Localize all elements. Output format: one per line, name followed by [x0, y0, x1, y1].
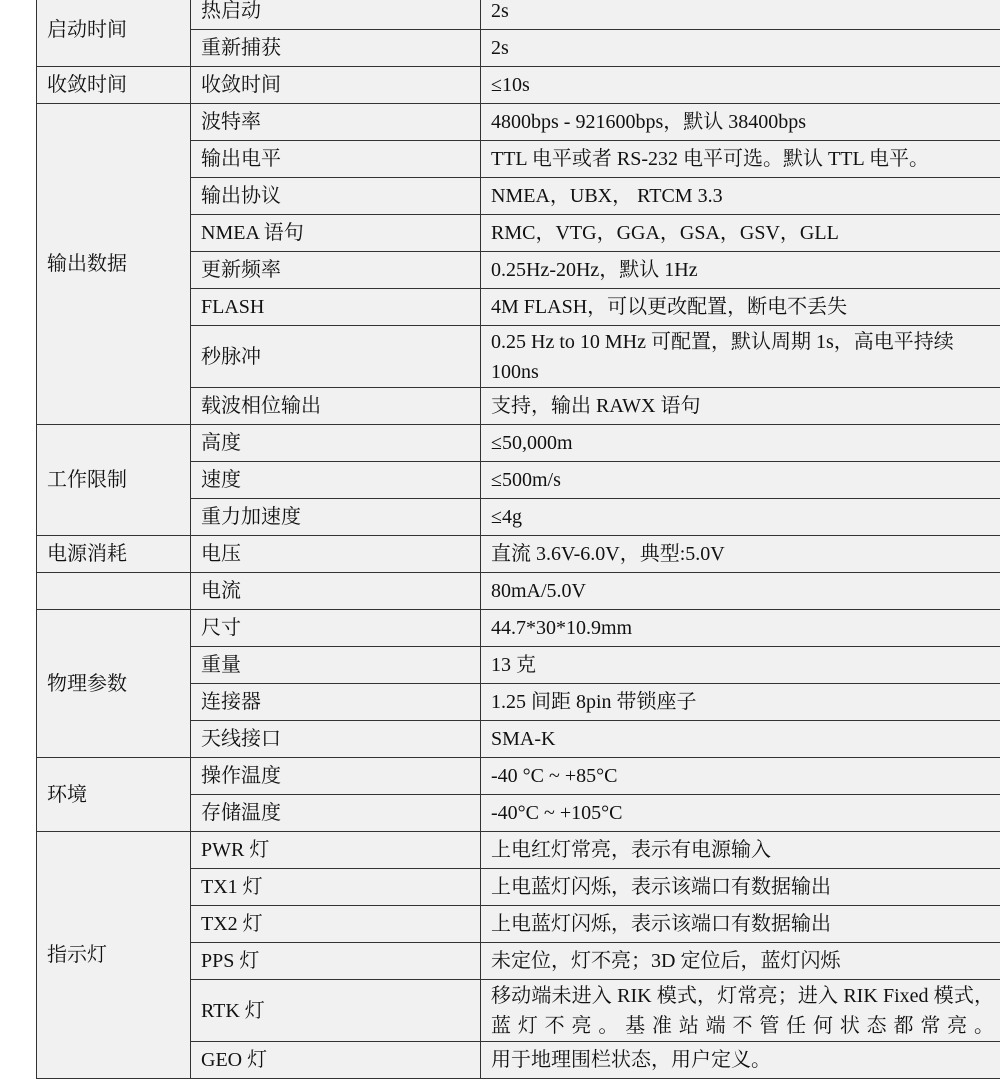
category-cell: 物理参数 — [37, 610, 191, 758]
value-cell: 0.25Hz-20Hz，默认 1Hz — [481, 252, 1000, 289]
parameter-cell: PPS 灯 — [191, 943, 481, 980]
value-cell: ≤50,000m — [481, 425, 1000, 462]
value-cell: 移动端未进入 RIK 模式，灯常亮；进入 RIK Fixed 模式，蓝灯不亮。基准站端不管任何状态都常亮。 — [481, 980, 1000, 1042]
parameter-cell: FLASH — [191, 289, 481, 326]
value-cell: 直流 3.6V-6.0V，典型:5.0V — [481, 536, 1000, 573]
value-cell: 44.7*30*10.9mm — [481, 610, 1000, 647]
parameter-cell: 存储温度 — [191, 795, 481, 832]
value-cell: -40 °C ~ +85°C — [481, 758, 1000, 795]
value-cell: RMC，VTG，GGA，GSA，GSV，GLL — [481, 215, 1000, 252]
parameter-cell: 秒脉冲 — [191, 326, 481, 388]
parameter-cell: PWR 灯 — [191, 832, 481, 869]
category-cell: 指示灯 — [37, 832, 191, 1079]
category-cell: 电源消耗 — [37, 536, 191, 573]
value-cell: SMA-K — [481, 721, 1000, 758]
value-cell: 上电蓝灯闪烁，表示该端口有数据输出 — [481, 869, 1000, 906]
parameter-cell: 操作温度 — [191, 758, 481, 795]
table-row — [37, 536, 1000, 573]
parameter-cell: 尺寸 — [191, 610, 481, 647]
parameter-cell: 输出协议 — [191, 178, 481, 215]
parameter-cell: NMEA 语句 — [191, 215, 481, 252]
value-cell: 未定位，灯不亮；3D 定位后，蓝灯闪烁 — [481, 943, 1000, 980]
parameter-cell: 天线接口 — [191, 721, 481, 758]
parameter-cell: 电流 — [191, 573, 481, 610]
parameter-cell: 高度 — [191, 425, 481, 462]
parameter-cell: TX2 灯 — [191, 906, 481, 943]
category-cell — [37, 573, 191, 610]
table-row — [37, 67, 1000, 104]
table-row — [37, 758, 1000, 795]
value-cell: 上电红灯常亮，表示有电源输入 — [481, 832, 1000, 869]
value-cell: 13 克 — [481, 647, 1000, 684]
table-row — [37, 104, 1000, 141]
parameter-cell: 波特率 — [191, 104, 481, 141]
spec-table — [36, 0, 1000, 1079]
value-cell: NMEA，UBX， RTCM 3.3 — [481, 178, 1000, 215]
value-cell: -40°C ~ +105°C — [481, 795, 1000, 832]
value-cell: 上电蓝灯闪烁，表示该端口有数据输出 — [481, 906, 1000, 943]
value-cell: 0.25 Hz to 10 MHz 可配置，默认周期 1s，高电平持续 100ns — [481, 326, 1000, 388]
category-cell: 输出数据 — [37, 104, 191, 425]
table-row — [37, 610, 1000, 647]
category-cell: 收敛时间 — [37, 67, 191, 104]
table-row — [37, 832, 1000, 869]
parameter-cell: 电压 — [191, 536, 481, 573]
value-cell: 2s — [481, 30, 1000, 67]
spec-table-body — [37, 0, 1000, 1079]
parameter-cell: 速度 — [191, 462, 481, 499]
value-cell: 4M FLASH，可以更改配置，断电不丢失 — [481, 289, 1000, 326]
parameter-cell: 重力加速度 — [191, 499, 481, 536]
parameter-cell: RTK 灯 — [191, 980, 481, 1042]
value-cell: TTL 电平或者 RS-232 电平可选。默认 TTL 电平。 — [481, 141, 1000, 178]
value-cell: 1.25 间距 8pin 带锁座子 — [481, 684, 1000, 721]
parameter-cell: 热启动 — [191, 0, 481, 30]
parameter-cell: 载波相位输出 — [191, 388, 481, 425]
value-cell: ≤4g — [481, 499, 1000, 536]
value-cell: ≤500m/s — [481, 462, 1000, 499]
parameter-cell: TX1 灯 — [191, 869, 481, 906]
parameter-cell: 重量 — [191, 647, 481, 684]
parameter-cell: 输出电平 — [191, 141, 481, 178]
category-cell: 环境 — [37, 758, 191, 832]
value-cell: 4800bps - 921600bps，默认 38400bps — [481, 104, 1000, 141]
value-cell: 2s — [481, 0, 1000, 30]
category-cell: 启动时间 — [37, 0, 191, 67]
table-row — [37, 425, 1000, 462]
parameter-cell: 收敛时间 — [191, 67, 481, 104]
parameter-cell: 重新捕获 — [191, 30, 481, 67]
table-row — [37, 573, 1000, 610]
category-cell: 工作限制 — [37, 425, 191, 536]
parameter-cell: 连接器 — [191, 684, 481, 721]
value-cell: 80mA/5.0V — [481, 573, 1000, 610]
parameter-cell: GEO 灯 — [191, 1042, 481, 1079]
value-cell: 用于地理围栏状态，用户定义。 — [481, 1042, 1000, 1079]
table-row — [37, 0, 1000, 30]
value-cell: ≤10s — [481, 67, 1000, 104]
parameter-cell: 更新频率 — [191, 252, 481, 289]
value-cell: 支持，输出 RAWX 语句 — [481, 388, 1000, 425]
